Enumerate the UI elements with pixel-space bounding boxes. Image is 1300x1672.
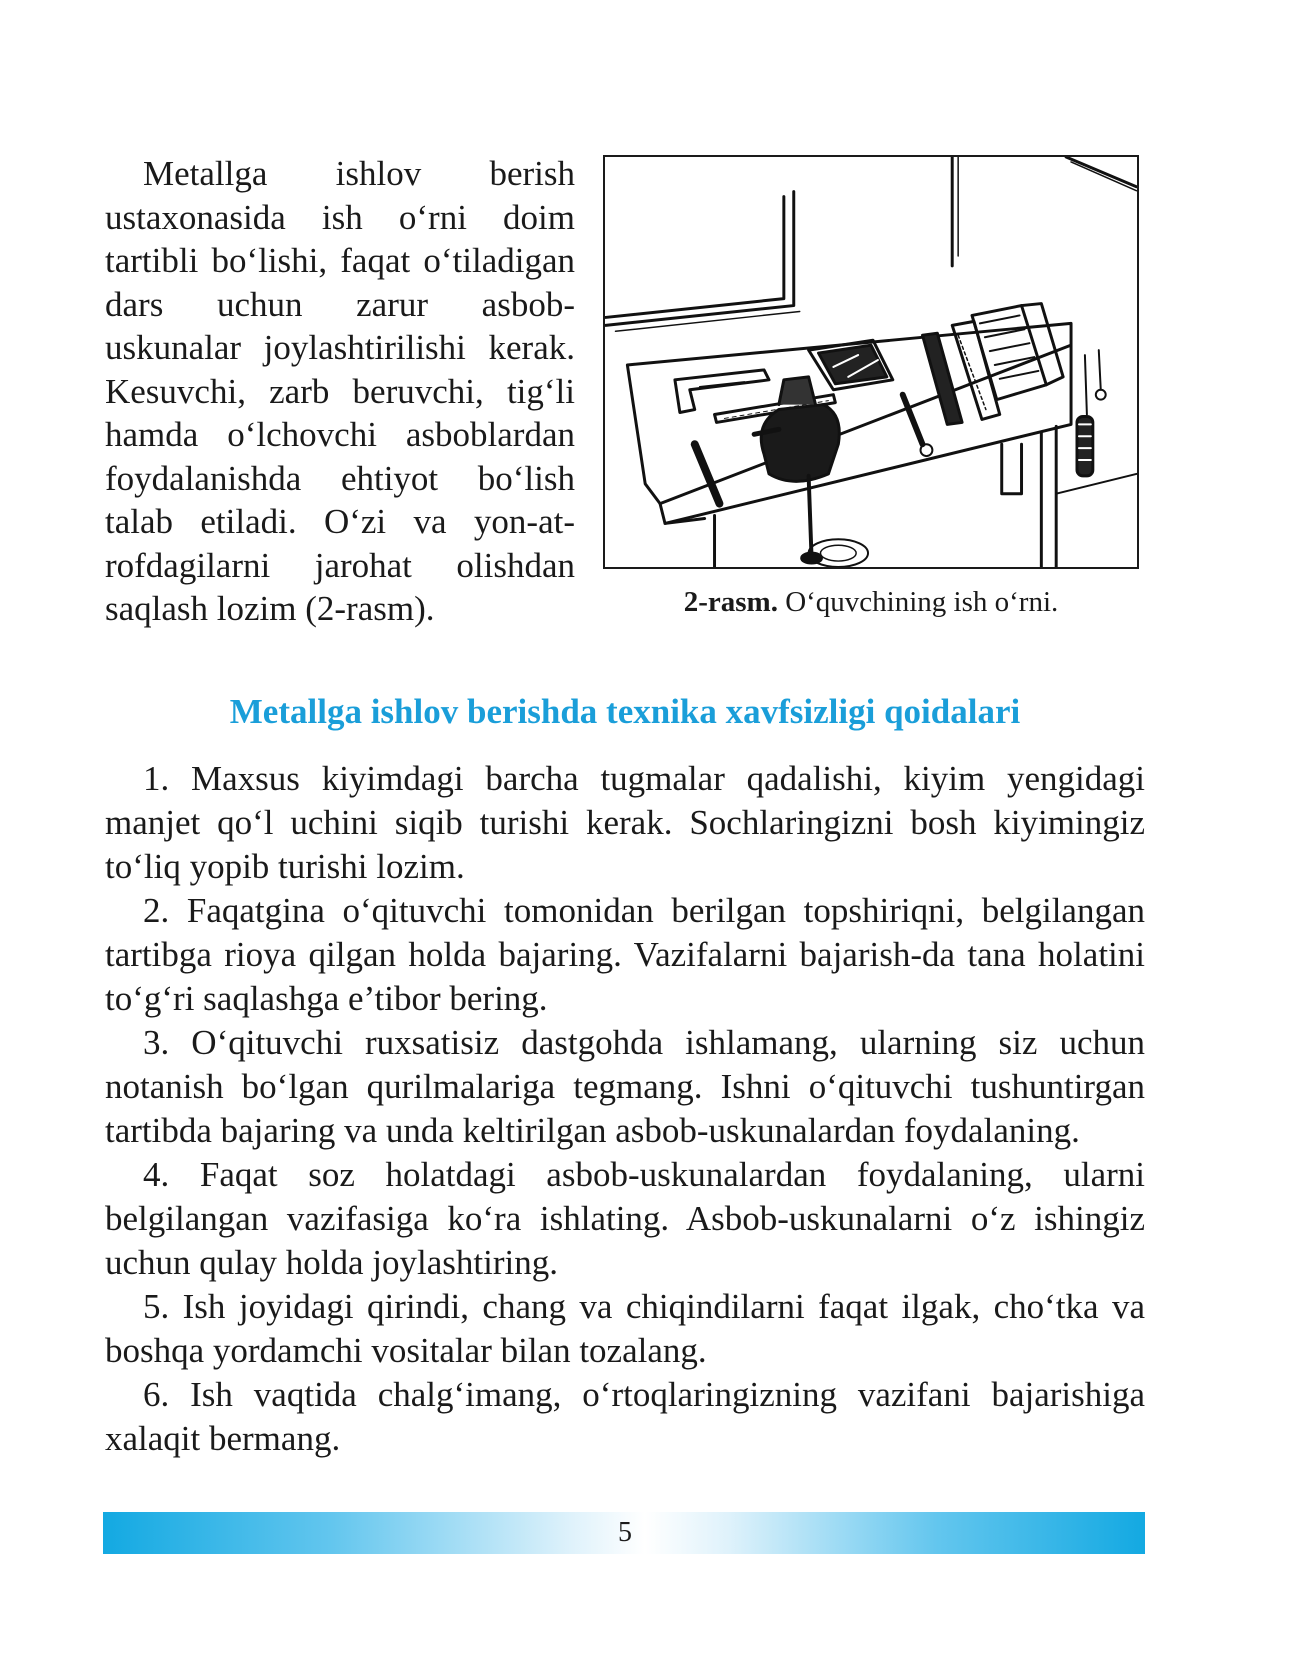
workbench-illustration (603, 155, 1139, 569)
rule-item: 2. Faqatgina o‘qituvchi tomonidan berilgan topshiriqni, belgilangan tartibga rioya qilgan holda bajaring. Vazifalarni bajarish-da tana holatini to‘g‘ri saqlashga e’tibor bering. (105, 891, 1145, 1018)
window-frame (606, 192, 794, 326)
safety-rules-list (105, 757, 1145, 1461)
rule-item: 5. Ish joyidagi qirindi, chang va chiqindilarni faqat ilgak, cho‘tka va boshqa yordamchi vositalar bilan tozalang. (105, 1287, 1145, 1370)
file-tool (695, 444, 720, 503)
rule-item: 1. Maxsus kiyimdagi barcha tugmalar qadalishi, kiyim yengidagi manjet qo‘l uchini siqib turishi kerak. Sochlaringizni bosh kiyimingiz to‘liq yopib turishi lozim. (105, 759, 1145, 886)
tool-box (972, 306, 1046, 400)
intro-paragraph: Metallga ishlov berish ustaxonasida ish o‘rni doim tartibli bo‘lishi, faqat o‘tiladigan dars uchun zarur asbob-uskunalar joylashtirilishi kerak. Kesuvchi, zarb beruvchi, tig‘li hamda o‘lchovchi asboblardan foydalanishda ehtiyot bo‘lish talab etiladi. O‘zi va yon-atrofdagilarni jarohat olishdan saqlash lozim (2-rasm). (105, 154, 575, 628)
page-number: 5 (618, 1517, 632, 1548)
rule-item: 4. Faqat soz holatdagi asbob-uskunalardan foydalaning, ularni belgilangan vazifasiga ko‘ra ishlating. Asbob-uskunalarni o‘z ishingiz uchun qulay holda joylashtiring. (105, 1155, 1145, 1282)
figure-caption-text: O‘quvchining ish o‘rni. (777, 586, 1059, 618)
figure-caption (603, 584, 1139, 620)
rule-item: 6. Ish vaqtida chalg‘imang, o‘rtoqlaringizning vazifani bajarishiga xalaqit bermang. (105, 1375, 1145, 1458)
angle-square (675, 370, 769, 413)
hacksaw (922, 333, 962, 424)
figure-label: 2-rasm. (683, 586, 778, 618)
rule-item: 3. O‘qituvchi ruxsatisiz dastgohda ishlamang, ularning siz uchun notanish bo‘lgan qurilmalariga tegmang. Ishni o‘qituvchi tushuntirgan tartibda bajaring va unda keltirilgan asbob-uskunalardan foydalaning. (105, 1023, 1145, 1150)
section-title: Metallga ishlov berishda texnika xavfsizligi qoidalari (229, 692, 1021, 731)
workbench-drawing (605, 157, 1137, 567)
hanging-brush (1085, 355, 1087, 414)
